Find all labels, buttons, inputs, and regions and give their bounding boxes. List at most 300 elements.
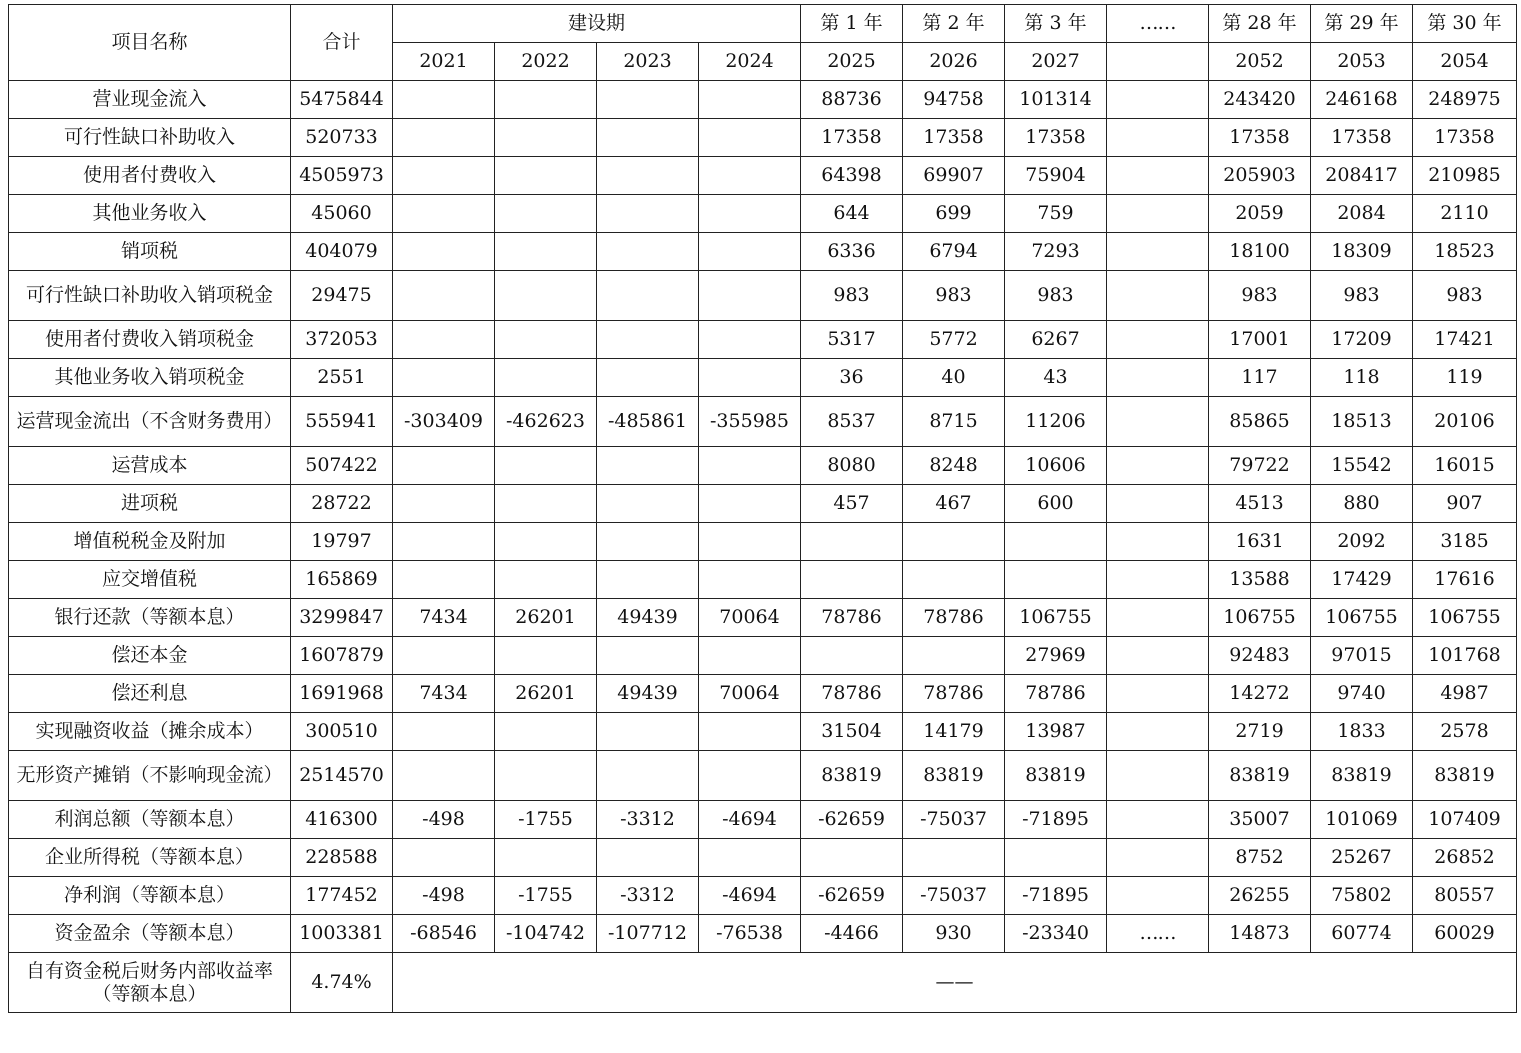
row-cell: 26201 — [495, 599, 597, 637]
row-cell: 83819 — [1311, 751, 1413, 801]
row-cell: 880 — [1311, 485, 1413, 523]
row-cell: 92483 — [1209, 637, 1311, 675]
table-row — [9, 713, 1517, 751]
header-year-empty — [1107, 43, 1209, 81]
row-cell: 467 — [903, 485, 1005, 523]
row-label: 运营成本 — [9, 447, 291, 485]
row-cell: 17209 — [1311, 321, 1413, 359]
row-cell: -62659 — [801, 877, 903, 915]
row-cell — [393, 359, 495, 397]
row-cell: 13987 — [1005, 713, 1107, 751]
row-cell: 983 — [903, 271, 1005, 321]
row-cell — [801, 839, 903, 877]
header-year: 2054 — [1413, 43, 1517, 81]
row-cell: -303409 — [393, 397, 495, 447]
row-cell: 83819 — [1413, 751, 1517, 801]
row-cell: 14179 — [903, 713, 1005, 751]
row-total: 507422 — [291, 447, 393, 485]
row-cell — [903, 637, 1005, 675]
header-ellipsis: …… — [1107, 5, 1209, 43]
row-cell: 1631 — [1209, 523, 1311, 561]
row-cell: 83819 — [903, 751, 1005, 801]
row-cell: 88736 — [801, 81, 903, 119]
row-cell: 83819 — [1209, 751, 1311, 801]
row-cell: 8752 — [1209, 839, 1311, 877]
table-row — [9, 801, 1517, 839]
row-label: 净利润（等额本息） — [9, 877, 291, 915]
row-cell: 17358 — [1311, 119, 1413, 157]
row-cell: 17001 — [1209, 321, 1311, 359]
row-cell: 106755 — [1005, 599, 1107, 637]
row-cell — [495, 637, 597, 675]
row-cell: 15542 — [1311, 447, 1413, 485]
row-cell: -485861 — [597, 397, 699, 447]
row-cell: 17358 — [903, 119, 1005, 157]
row-cell — [597, 233, 699, 271]
row-cell — [495, 321, 597, 359]
table-row — [9, 637, 1517, 675]
row-cell — [1107, 637, 1209, 675]
row-cell: 101768 — [1413, 637, 1517, 675]
row-cell — [699, 485, 801, 523]
header-item-name: 项目名称 — [9, 5, 291, 81]
row-cell — [597, 523, 699, 561]
row-cell: 85865 — [1209, 397, 1311, 447]
row-cell — [1107, 839, 1209, 877]
row-cell: 78786 — [801, 675, 903, 713]
row-cell — [597, 713, 699, 751]
row-cell: 1833 — [1311, 713, 1413, 751]
row-cell — [801, 561, 903, 599]
row-cell: 17616 — [1413, 561, 1517, 599]
row-cell — [495, 839, 597, 877]
row-cell: 101314 — [1005, 81, 1107, 119]
row-cell — [393, 561, 495, 599]
row-cell: 78786 — [801, 599, 903, 637]
row-total: 177452 — [291, 877, 393, 915]
row-cell: 600 — [1005, 485, 1107, 523]
row-label: 偿还利息 — [9, 675, 291, 713]
row-cell: 210985 — [1413, 157, 1517, 195]
row-cell: 457 — [801, 485, 903, 523]
row-cell — [1107, 675, 1209, 713]
row-cell: 60029 — [1413, 915, 1517, 953]
row-cell — [699, 157, 801, 195]
row-cell: 70064 — [699, 675, 801, 713]
row-cell: 118 — [1311, 359, 1413, 397]
row-cell: 18309 — [1311, 233, 1413, 271]
row-cell — [597, 271, 699, 321]
row-cell: 11206 — [1005, 397, 1107, 447]
row-cell: 699 — [903, 195, 1005, 233]
row-cell: 49439 — [597, 675, 699, 713]
row-cell — [699, 359, 801, 397]
row-cell: 907 — [1413, 485, 1517, 523]
row-cell: 18513 — [1311, 397, 1413, 447]
row-cell — [393, 839, 495, 877]
row-cell: 930 — [903, 915, 1005, 953]
row-cell — [801, 523, 903, 561]
row-cell — [393, 81, 495, 119]
irr-label: 自有资金税后财务内部收益率（等额本息） — [9, 953, 291, 1013]
row-cell: 43 — [1005, 359, 1107, 397]
header-year: 2023 — [597, 43, 699, 81]
row-cell — [495, 447, 597, 485]
row-cell — [1107, 801, 1209, 839]
row-cell: 8715 — [903, 397, 1005, 447]
row-label: 利润总额（等额本息） — [9, 801, 291, 839]
row-cell — [495, 713, 597, 751]
row-cell: -4694 — [699, 801, 801, 839]
row-cell: 9740 — [1311, 675, 1413, 713]
row-total: 555941 — [291, 397, 393, 447]
row-cell: 5317 — [801, 321, 903, 359]
row-cell — [903, 561, 1005, 599]
row-cell: -3312 — [597, 877, 699, 915]
row-cell: …… — [1107, 915, 1209, 953]
row-total: 1607879 — [291, 637, 393, 675]
row-cell: 75802 — [1311, 877, 1413, 915]
row-cell: -462623 — [495, 397, 597, 447]
row-cell — [495, 485, 597, 523]
row-cell — [1107, 751, 1209, 801]
row-cell: 983 — [1311, 271, 1413, 321]
row-cell: 106755 — [1311, 599, 1413, 637]
row-cell — [597, 157, 699, 195]
row-total: 300510 — [291, 713, 393, 751]
row-cell: 75904 — [1005, 157, 1107, 195]
row-cell: 25267 — [1311, 839, 1413, 877]
row-total: 520733 — [291, 119, 393, 157]
table-row — [9, 915, 1517, 953]
row-cell — [393, 321, 495, 359]
row-cell: -104742 — [495, 915, 597, 953]
row-cell: 27969 — [1005, 637, 1107, 675]
row-cell — [699, 447, 801, 485]
row-cell: 26852 — [1413, 839, 1517, 877]
row-cell — [393, 271, 495, 321]
row-cell: 14272 — [1209, 675, 1311, 713]
row-label: 应交增值税 — [9, 561, 291, 599]
header-year: 2053 — [1311, 43, 1413, 81]
row-cell — [699, 523, 801, 561]
table-row — [9, 81, 1517, 119]
row-cell — [1107, 447, 1209, 485]
row-cell: 20106 — [1413, 397, 1517, 447]
row-total: 2551 — [291, 359, 393, 397]
row-cell — [597, 195, 699, 233]
row-cell: -1755 — [495, 877, 597, 915]
row-cell: 3185 — [1413, 523, 1517, 561]
row-cell — [597, 561, 699, 599]
row-cell: 10606 — [1005, 447, 1107, 485]
row-cell: 248975 — [1413, 81, 1517, 119]
row-cell: -71895 — [1005, 877, 1107, 915]
row-total: 4505973 — [291, 157, 393, 195]
row-cell: 35007 — [1209, 801, 1311, 839]
row-cell: -4694 — [699, 877, 801, 915]
row-cell: 101069 — [1311, 801, 1413, 839]
row-label: 使用者付费收入销项税金 — [9, 321, 291, 359]
table-row — [9, 397, 1517, 447]
row-label: 企业所得税（等额本息） — [9, 839, 291, 877]
row-cell: 36 — [801, 359, 903, 397]
row-cell: 69907 — [903, 157, 1005, 195]
row-cell: 78786 — [903, 675, 1005, 713]
row-cell: 79722 — [1209, 447, 1311, 485]
row-cell: 4987 — [1413, 675, 1517, 713]
row-label: 可行性缺口补助收入 — [9, 119, 291, 157]
row-cell: 4513 — [1209, 485, 1311, 523]
row-cell — [699, 561, 801, 599]
row-cell — [495, 359, 597, 397]
table-row — [9, 751, 1517, 801]
row-total: 1691968 — [291, 675, 393, 713]
row-cell: 205903 — [1209, 157, 1311, 195]
row-cell: 26255 — [1209, 877, 1311, 915]
header-year: 2052 — [1209, 43, 1311, 81]
table-body — [9, 5, 1517, 1013]
table-row — [9, 195, 1517, 233]
row-cell — [699, 751, 801, 801]
row-label: 增值税税金及附加 — [9, 523, 291, 561]
row-cell — [393, 447, 495, 485]
row-cell — [699, 271, 801, 321]
row-total: 19797 — [291, 523, 393, 561]
row-cell: 2578 — [1413, 713, 1517, 751]
row-cell: 208417 — [1311, 157, 1413, 195]
row-cell — [393, 157, 495, 195]
row-cell: 80557 — [1413, 877, 1517, 915]
header-year: 2025 — [801, 43, 903, 81]
table-row — [9, 359, 1517, 397]
header-year: 2022 — [495, 43, 597, 81]
header-period-label: 第 28 年 — [1209, 5, 1311, 43]
table-row — [9, 877, 1517, 915]
row-cell — [1107, 713, 1209, 751]
row-cell: 8080 — [801, 447, 903, 485]
row-cell — [1005, 561, 1107, 599]
row-cell — [393, 195, 495, 233]
row-total: 29475 — [291, 271, 393, 321]
row-cell — [1107, 877, 1209, 915]
row-label: 销项税 — [9, 233, 291, 271]
row-cell: 5772 — [903, 321, 1005, 359]
table-row — [9, 447, 1517, 485]
header-period-label: 第 2 年 — [903, 5, 1005, 43]
row-cell: 64398 — [801, 157, 903, 195]
row-cell: 13588 — [1209, 561, 1311, 599]
header-row-1 — [9, 5, 1517, 43]
row-cell: 106755 — [1209, 599, 1311, 637]
row-cell — [597, 751, 699, 801]
row-cell — [393, 485, 495, 523]
row-cell — [597, 485, 699, 523]
row-cell: 17358 — [1413, 119, 1517, 157]
row-cell: -3312 — [597, 801, 699, 839]
row-cell: 70064 — [699, 599, 801, 637]
row-total: 5475844 — [291, 81, 393, 119]
row-cell: 2092 — [1311, 523, 1413, 561]
table-row — [9, 839, 1517, 877]
row-cell — [1107, 599, 1209, 637]
header-period-label: 第 29 年 — [1311, 5, 1413, 43]
row-label: 资金盈余（等额本息） — [9, 915, 291, 953]
row-label: 银行还款（等额本息） — [9, 599, 291, 637]
row-cell: 78786 — [903, 599, 1005, 637]
row-cell: 17429 — [1311, 561, 1413, 599]
table-row — [9, 233, 1517, 271]
row-cell: 983 — [1413, 271, 1517, 321]
row-cell — [597, 81, 699, 119]
row-cell: 983 — [801, 271, 903, 321]
row-cell: 8248 — [903, 447, 1005, 485]
table-row — [9, 675, 1517, 713]
row-total: 45060 — [291, 195, 393, 233]
row-cell: 117 — [1209, 359, 1311, 397]
row-cell: 17358 — [801, 119, 903, 157]
row-total: 28722 — [291, 485, 393, 523]
row-cell: 6267 — [1005, 321, 1107, 359]
row-label: 可行性缺口补助收入销项税金 — [9, 271, 291, 321]
row-cell: 6794 — [903, 233, 1005, 271]
row-cell — [1107, 359, 1209, 397]
row-cell — [1107, 157, 1209, 195]
row-total: 165869 — [291, 561, 393, 599]
row-cell: 17358 — [1209, 119, 1311, 157]
row-cell — [597, 119, 699, 157]
row-cell — [903, 839, 1005, 877]
row-cell — [495, 233, 597, 271]
row-total: 416300 — [291, 801, 393, 839]
table-row — [9, 321, 1517, 359]
row-cell — [1005, 839, 1107, 877]
row-label: 实现融资收益（摊余成本） — [9, 713, 291, 751]
row-cell — [393, 119, 495, 157]
row-cell — [903, 523, 1005, 561]
row-cell: -75037 — [903, 877, 1005, 915]
irr-total: 4.74% — [291, 953, 393, 1013]
row-cell: -76538 — [699, 915, 801, 953]
row-cell — [393, 637, 495, 675]
row-cell: 6336 — [801, 233, 903, 271]
row-cell: -23340 — [1005, 915, 1107, 953]
row-cell: 31504 — [801, 713, 903, 751]
row-cell: 26201 — [495, 675, 597, 713]
row-label: 运营现金流出（不含财务费用） — [9, 397, 291, 447]
header-period-label: 第 3 年 — [1005, 5, 1107, 43]
header-year: 2027 — [1005, 43, 1107, 81]
row-cell: 983 — [1005, 271, 1107, 321]
row-cell: 8537 — [801, 397, 903, 447]
row-total: 1003381 — [291, 915, 393, 953]
row-cell: -498 — [393, 801, 495, 839]
row-cell — [495, 195, 597, 233]
irr-row — [9, 953, 1517, 1013]
table-row — [9, 157, 1517, 195]
row-cell — [1107, 81, 1209, 119]
row-cell — [495, 751, 597, 801]
row-cell: -68546 — [393, 915, 495, 953]
row-cell — [1107, 485, 1209, 523]
row-cell: 2110 — [1413, 195, 1517, 233]
row-cell — [699, 195, 801, 233]
table-row — [9, 561, 1517, 599]
row-label: 营业现金流入 — [9, 81, 291, 119]
row-total: 3299847 — [291, 599, 393, 637]
row-cell: 83819 — [801, 751, 903, 801]
row-cell — [495, 271, 597, 321]
row-cell — [699, 233, 801, 271]
row-cell: 106755 — [1413, 599, 1517, 637]
row-cell — [393, 713, 495, 751]
row-label: 其他业务收入销项税金 — [9, 359, 291, 397]
row-total: 372053 — [291, 321, 393, 359]
header-year: 2026 — [903, 43, 1005, 81]
row-total: 2514570 — [291, 751, 393, 801]
row-cell — [1107, 561, 1209, 599]
row-cell: 7293 — [1005, 233, 1107, 271]
cash-flow-table — [8, 4, 1517, 1013]
row-total: 228588 — [291, 839, 393, 877]
row-cell — [699, 81, 801, 119]
row-cell: 49439 — [597, 599, 699, 637]
row-cell: 17358 — [1005, 119, 1107, 157]
row-cell — [1107, 271, 1209, 321]
row-cell: 94758 — [903, 81, 1005, 119]
row-cell — [1005, 523, 1107, 561]
irr-merged-value: —— — [393, 953, 1517, 1013]
header-year: 2024 — [699, 43, 801, 81]
row-cell — [597, 359, 699, 397]
row-cell — [495, 561, 597, 599]
row-cell — [1107, 233, 1209, 271]
row-cell — [597, 447, 699, 485]
row-cell: 2719 — [1209, 713, 1311, 751]
row-cell: 7434 — [393, 675, 495, 713]
row-cell — [1107, 195, 1209, 233]
row-label: 偿还本金 — [9, 637, 291, 675]
row-cell: 17421 — [1413, 321, 1517, 359]
header-total: 合计 — [291, 5, 393, 81]
row-cell: 983 — [1209, 271, 1311, 321]
row-cell: 18100 — [1209, 233, 1311, 271]
row-cell: 246168 — [1311, 81, 1413, 119]
row-cell — [1107, 321, 1209, 359]
row-cell — [699, 321, 801, 359]
row-cell: 243420 — [1209, 81, 1311, 119]
row-cell — [699, 637, 801, 675]
row-cell — [495, 523, 597, 561]
row-label: 其他业务收入 — [9, 195, 291, 233]
row-label: 无形资产摊销（不影响现金流） — [9, 751, 291, 801]
row-cell: 60774 — [1311, 915, 1413, 953]
row-cell — [1107, 397, 1209, 447]
row-cell: -4466 — [801, 915, 903, 953]
header-construction-period: 建设期 — [393, 5, 801, 43]
table-row — [9, 119, 1517, 157]
row-cell: 7434 — [393, 599, 495, 637]
row-cell: 759 — [1005, 195, 1107, 233]
row-cell: 2059 — [1209, 195, 1311, 233]
row-cell: -71895 — [1005, 801, 1107, 839]
table-row — [9, 271, 1517, 321]
row-cell: 107409 — [1413, 801, 1517, 839]
row-cell: 78786 — [1005, 675, 1107, 713]
row-cell: -75037 — [903, 801, 1005, 839]
row-cell: 16015 — [1413, 447, 1517, 485]
row-cell — [495, 119, 597, 157]
